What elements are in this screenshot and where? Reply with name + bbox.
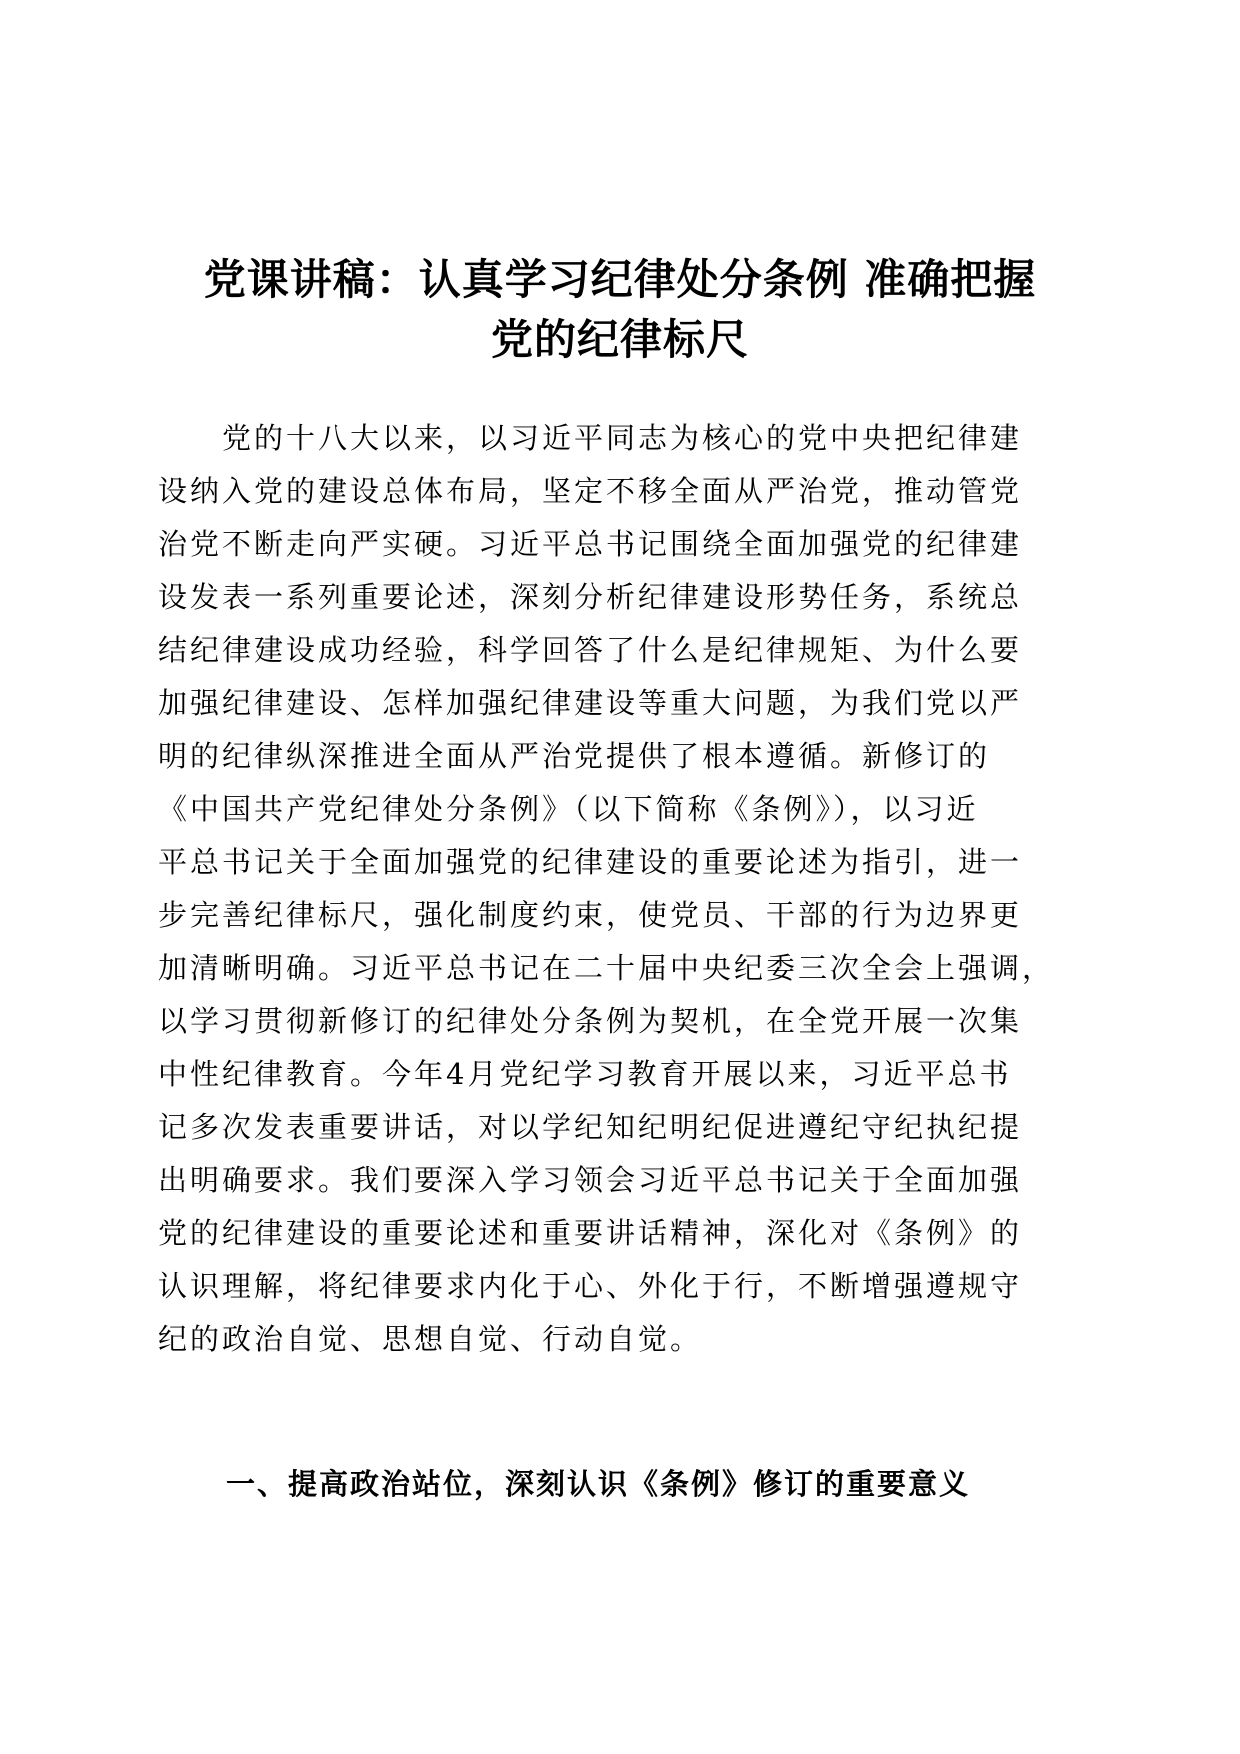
paragraph-line: 设纳入党的建设总体布局，坚定不移全面从严治党，推动管党 bbox=[158, 474, 1023, 508]
paragraph-line: 党的十八大以来，以习近平同志为核心的党中央把纪律建 bbox=[222, 421, 1023, 455]
section-heading: 一、提高政治站位，深刻认识《条例》修订的重要意义 bbox=[226, 1467, 971, 1501]
paragraph-line: 记多次发表重要讲话，对以学纪知纪明纪促进遵纪守纪执纪提 bbox=[158, 1110, 1023, 1144]
paragraph-line: 出明确要求。我们要深入学习领会习近平总书记关于全面加强 bbox=[158, 1163, 1023, 1197]
paragraph-line: 平总书记关于全面加强党的纪律建设的重要论述为指引，进一 bbox=[158, 845, 1023, 879]
paragraph-line: 设发表一系列重要论述，深刻分析纪律建设形势任务，系统总 bbox=[158, 580, 1023, 614]
title-line-1: 党课讲稿：认真学习纪律处分条例 准确把握 bbox=[203, 255, 1037, 304]
paragraph-line: 党的纪律建设的重要论述和重要讲话精神，深化对《条例》的 bbox=[158, 1216, 1023, 1250]
paragraph-line: 明的纪律纵深推进全面从严治党提供了根本遵循。新修订的 bbox=[158, 739, 991, 773]
paragraph-line: 以学习贯彻新修订的纪律处分条例为契机，在全党开展一次集 bbox=[158, 1004, 1023, 1038]
paragraph-line: 纪的政治自觉、思想自觉、行动自觉。 bbox=[158, 1322, 703, 1356]
paragraph-line: 结纪律建设成功经验，科学回答了什么是纪律规矩、为什么要 bbox=[158, 633, 1023, 667]
paragraph-line: 中性纪律教育。今年4月党纪学习教育开展以来，习近平总书 bbox=[158, 1057, 1012, 1091]
intro-paragraph bbox=[158, 412, 1078, 1366]
paragraph-line: 步完善纪律标尺，强化制度约束，使党员、干部的行为边界更 bbox=[158, 898, 1023, 932]
paragraph-line: 加清晰明确。习近平总书记在二十届中央纪委三次全会上强调， bbox=[158, 951, 1055, 985]
paragraph-line: 治党不断走向严实硬。习近平总书记围绕全面加强党的纪律建 bbox=[158, 527, 1023, 561]
document-title bbox=[150, 250, 1090, 370]
paragraph-line: 《中国共产党纪律处分条例》（以下简称《条例》），以习近 bbox=[158, 792, 979, 826]
paragraph-line: 加强纪律建设、怎样加强纪律建设等重大问题，为我们党以严 bbox=[158, 686, 1023, 720]
paragraph-line: 认识理解，将纪律要求内化于心、外化于行，不断增强遵规守 bbox=[158, 1269, 1023, 1303]
title-line-2: 党的纪律标尺 bbox=[490, 315, 749, 364]
